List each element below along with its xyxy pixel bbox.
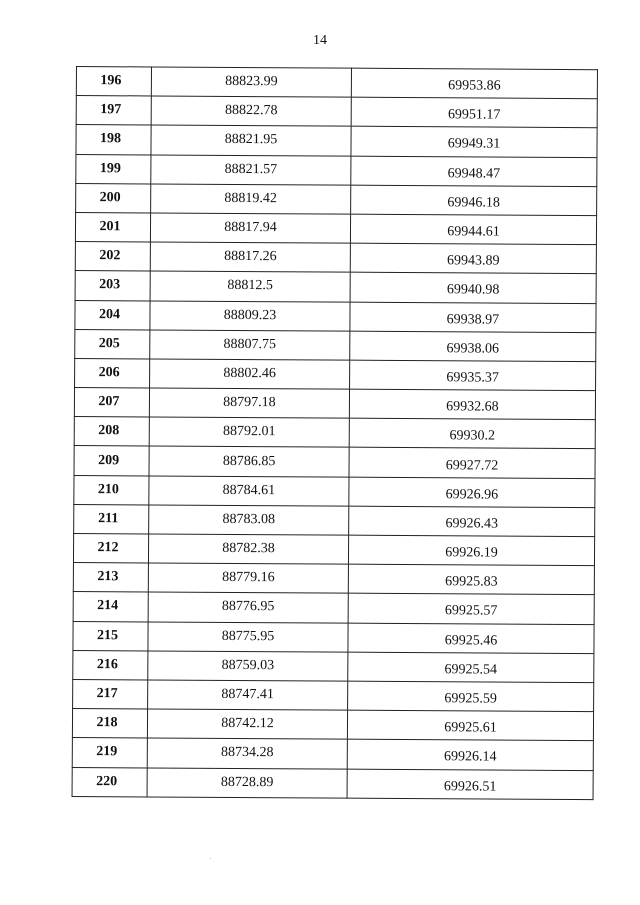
point-number-cell: 199: [76, 154, 151, 184]
table-row: [72, 738, 593, 770]
point-number-cell: 197: [76, 96, 151, 126]
point-number-cell: 211: [74, 504, 149, 534]
x-coordinate-cell: 88734.28: [147, 738, 347, 768]
table-row: [76, 154, 597, 186]
table-row: [76, 96, 597, 128]
point-number-cell: 210: [74, 475, 149, 505]
table-row: [76, 183, 597, 215]
table-row: [73, 679, 594, 711]
x-coordinate-cell: 88817.94: [150, 213, 350, 243]
point-number-cell: 205: [75, 329, 150, 359]
y-coordinate-cell: 69940.98: [350, 272, 596, 303]
y-coordinate-cell: 69926.14: [347, 739, 593, 770]
point-number-cell: 204: [75, 300, 150, 330]
y-coordinate-cell: 69935.37: [350, 360, 596, 391]
x-coordinate-cell: 88728.89: [147, 767, 347, 797]
x-coordinate-cell: 88821.57: [151, 155, 351, 185]
table-row: [75, 358, 596, 390]
y-coordinate-cell: 69930.2: [349, 418, 595, 449]
x-coordinate-cell: 88823.99: [151, 67, 351, 97]
x-coordinate-cell: 88782.38: [148, 534, 348, 564]
point-number-cell: 220: [72, 767, 147, 797]
x-coordinate-cell: 88797.18: [149, 388, 349, 418]
page-number: 14: [313, 33, 327, 48]
y-coordinate-cell: 69925.46: [348, 623, 594, 654]
table-row: [73, 563, 594, 595]
table-row: [72, 767, 593, 799]
coordinates-table: [72, 66, 598, 800]
point-number-cell: 216: [73, 650, 148, 680]
x-coordinate-cell: 88817.26: [150, 242, 350, 272]
y-coordinate-cell: 69938.97: [350, 302, 596, 333]
x-coordinate-cell: 88776.95: [148, 592, 348, 622]
point-number-cell: 206: [75, 358, 150, 388]
coordinates-table-body: [72, 67, 597, 800]
table-row: [73, 533, 594, 565]
table-row: [75, 242, 596, 274]
x-coordinate-cell: 88819.42: [151, 184, 351, 214]
point-number-cell: 196: [76, 67, 151, 97]
x-coordinate-cell: 88809.23: [150, 300, 350, 330]
y-coordinate-cell: 69948.47: [351, 156, 597, 187]
y-coordinate-cell: 69926.51: [347, 769, 593, 800]
point-number-cell: 198: [76, 125, 151, 155]
y-coordinate-cell: 69926.96: [349, 477, 595, 508]
point-number-cell: 200: [76, 183, 151, 213]
y-coordinate-cell: 69932.68: [349, 389, 595, 420]
point-number-cell: 215: [73, 621, 148, 651]
y-coordinate-cell: 69951.17: [351, 97, 597, 128]
table-row: [74, 388, 595, 420]
point-number-cell: 218: [72, 709, 147, 739]
point-number-cell: 213: [73, 563, 148, 593]
table-row: [75, 300, 596, 332]
table-row: [75, 271, 596, 303]
y-coordinate-cell: 69925.61: [347, 710, 593, 741]
y-coordinate-cell: 69938.06: [350, 331, 596, 362]
x-coordinate-cell: 88812.5: [150, 271, 350, 301]
y-coordinate-cell: 69925.54: [348, 652, 594, 683]
x-coordinate-cell: 88821.95: [151, 125, 351, 155]
x-coordinate-cell: 88759.03: [148, 651, 348, 681]
table-row: [75, 329, 596, 361]
point-number-cell: 203: [75, 271, 150, 301]
x-coordinate-cell: 88775.95: [148, 622, 348, 652]
x-coordinate-cell: 88779.16: [148, 563, 348, 593]
scan-speck: [210, 858, 211, 859]
table-row: [74, 417, 595, 449]
y-coordinate-cell: 69925.57: [348, 594, 594, 625]
x-coordinate-cell: 88822.78: [151, 96, 351, 126]
x-coordinate-cell: 88742.12: [147, 709, 347, 739]
x-coordinate-cell: 88807.75: [150, 330, 350, 360]
point-number-cell: 202: [75, 242, 150, 272]
point-number-cell: 207: [74, 388, 149, 418]
y-coordinate-cell: 69926.19: [348, 535, 594, 566]
x-coordinate-cell: 88792.01: [149, 417, 349, 447]
y-coordinate-cell: 69953.86: [351, 68, 597, 99]
y-coordinate-cell: 69925.83: [348, 564, 594, 595]
y-coordinate-cell: 69927.72: [349, 448, 595, 479]
y-coordinate-cell: 69926.43: [349, 506, 595, 537]
table-row: [74, 504, 595, 536]
y-coordinate-cell: 69946.18: [351, 185, 597, 216]
coordinates-table-container: [72, 66, 598, 800]
table-row: [75, 212, 596, 244]
point-number-cell: 208: [74, 417, 149, 447]
table-row: [74, 446, 595, 478]
table-row: [72, 709, 593, 741]
point-number-cell: 217: [73, 679, 148, 709]
table-row: [74, 475, 595, 507]
point-number-cell: 201: [75, 212, 150, 242]
x-coordinate-cell: 88747.41: [148, 680, 348, 710]
point-number-cell: 214: [73, 592, 148, 622]
table-row: [73, 621, 594, 653]
table-row: [73, 650, 594, 682]
y-coordinate-cell: 69943.89: [350, 243, 596, 274]
point-number-cell: 209: [74, 446, 149, 476]
y-coordinate-cell: 69949.31: [351, 127, 597, 158]
x-coordinate-cell: 88784.61: [149, 476, 349, 506]
y-coordinate-cell: 69944.61: [350, 214, 596, 245]
table-row: [76, 67, 597, 99]
x-coordinate-cell: 88802.46: [150, 359, 350, 389]
x-coordinate-cell: 88783.08: [149, 505, 349, 535]
point-number-cell: 212: [73, 533, 148, 563]
y-coordinate-cell: 69925.59: [348, 681, 594, 712]
table-row: [73, 592, 594, 624]
table-row: [76, 125, 597, 157]
x-coordinate-cell: 88786.85: [149, 446, 349, 476]
point-number-cell: 219: [72, 738, 147, 768]
